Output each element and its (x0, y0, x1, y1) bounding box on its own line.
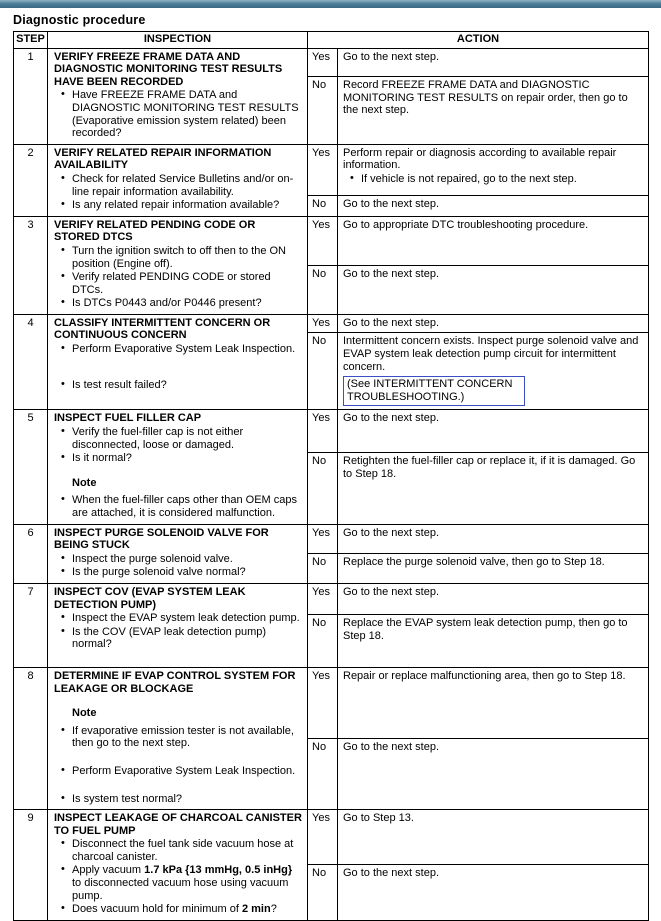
yes-action: Repair or replace malfunctioning area, then go to Step 18. (338, 667, 649, 738)
no-action: Go to the next step. (338, 865, 649, 920)
step-number: 3 (14, 216, 48, 314)
text-run: to disconnected vacuum hose using vacuum pump. (72, 877, 289, 902)
inspection-bullet: • Have FREEZE FRAME DATA and DIAGNOSTIC MONITORING TEST RESULTS (Evaporative emission system related) been recorded? (54, 89, 303, 139)
no-label: No (308, 554, 338, 584)
no-label: No (308, 333, 338, 410)
inspection-title: VERIFY RELATED PENDING CODE OR STORED DTCS (54, 218, 256, 244)
inspection-title: INSPECT COV (EVAP SYSTEM LEAK DETECTION PUMP) (54, 585, 246, 611)
yes-action: Go to the next step. (338, 410, 649, 453)
yes-label: Yes (308, 410, 338, 453)
step-8-yes-row (14, 667, 649, 738)
inspection-cell (48, 667, 308, 809)
inspection-bullet: • Perform Evaporative System Leak Inspection. (54, 765, 303, 778)
step-number: 4 (14, 314, 48, 410)
inspection-cell (48, 583, 308, 667)
spacer (54, 750, 303, 764)
inspection-cell (48, 48, 308, 144)
yes-label: Yes (308, 314, 338, 333)
step-number: 9 (14, 810, 48, 921)
inspection-title: INSPECT PURGE SOLENOID VALVE FOR BEING STUCK (54, 526, 269, 552)
yes-action-text: Perform repair or diagnosis according to available repair information. (343, 146, 617, 172)
inspection-bullet: • Verify the fuel-filler cap is not either disconnected, loose or damaged. (54, 426, 303, 451)
page-title: Diagnostic procedure (13, 13, 146, 27)
no-action: Replace the purge solenoid valve, then go to Step 18. (338, 554, 649, 584)
step-1-yes-row (14, 48, 649, 77)
note-heading: Note (72, 707, 97, 720)
no-label: No (308, 77, 338, 145)
step-6-yes-row (14, 524, 649, 554)
no-action (338, 333, 649, 410)
intermittent-concern-troubleshooting-link[interactable]: (See INTERMITTENT CONCERN TROUBLESHOOTING.) (343, 376, 525, 406)
inspection-bullet: • Perform Evaporative System Leak Inspection. (54, 343, 303, 356)
inspection-title: INSPECT LEAKAGE OF CHARCOAL CANISTER TO FUEL PUMP (54, 812, 302, 837)
no-label: No (308, 865, 338, 920)
no-action: Go to the next step. (338, 739, 649, 810)
inspection-cell (48, 524, 308, 583)
col-header-step: STEP (14, 32, 48, 49)
no-action-text: Intermittent concern exists. Inspect purge solenoid valve and EVAP system leak detection pump circuit for intermittent concern. (343, 335, 639, 373)
inspection-cell (48, 144, 308, 216)
inspection-bullet (54, 864, 303, 902)
inspection-bullet: • Is the COV (EVAP leak detection pump) normal? (54, 626, 303, 651)
step-2-yes-row (14, 144, 649, 195)
inspection-cell (48, 314, 308, 410)
text-run: Apply vacuum (72, 864, 145, 877)
step-3-yes-row (14, 216, 649, 265)
spacer (54, 778, 303, 792)
inspection-title: CLASSIFY INTERMITTENT CONCERN OR CONTINUOUS CONCERN (54, 316, 271, 342)
step-7-yes-row (14, 583, 649, 614)
text-run: ? (270, 903, 277, 916)
yes-action-bullet: • If vehicle is not repaired, go to the next step. (343, 173, 644, 186)
inspection-bullet: • Is it normal? (54, 452, 303, 465)
step-number: 7 (14, 583, 48, 667)
inspection-title: INSPECT FUEL FILLER CAP (54, 412, 202, 425)
step-number: 6 (14, 524, 48, 583)
inspection-bullet: • Turn the ignition switch to off then to the ON position (Engine off). (54, 245, 303, 270)
inspection-question: • Is system test normal? (54, 793, 303, 806)
yes-label: Yes (308, 48, 338, 77)
yes-label: Yes (308, 524, 338, 554)
yes-action: Go to appropriate DTC troubleshooting procedure. (338, 216, 649, 265)
inspection-cell (48, 410, 308, 524)
col-header-inspection: INSPECTION (48, 32, 308, 49)
inspection-cell (48, 810, 308, 921)
yes-action: Go to Step 13. (338, 810, 649, 865)
bold-text-run: 1.7 kPa {13 mmHg, 0.5 inHg} (144, 864, 293, 877)
yes-action: Go to the next step. (338, 48, 649, 77)
inspection-cell (48, 216, 308, 314)
bold-text-run: 2 min (241, 903, 271, 916)
yes-label: Yes (308, 144, 338, 195)
no-action: Go to the next step. (338, 195, 649, 216)
inspection-bullet: • Disconnect the fuel tank side vacuum hose at charcoal canister. (54, 838, 303, 863)
step-number: 8 (14, 667, 48, 809)
no-action: Retighten the fuel-filler cap or replace it, if it is damaged. Go to Step 18. (338, 453, 649, 525)
no-label: No (308, 739, 338, 810)
step-4-yes-row (14, 314, 649, 333)
text-run: Does vacuum hold for minimum of (72, 903, 242, 916)
inspection-bullet: • Is the purge solenoid valve normal? (54, 566, 303, 579)
yes-action: Go to the next step. (338, 583, 649, 614)
col-header-action: ACTION (308, 32, 649, 49)
inspection-title: VERIFY RELATED REPAIR INFORMATION AVAILABILITY (54, 146, 272, 172)
inspection-bullet: • Is DTCs P0443 and/or P0446 present? (54, 297, 303, 310)
inspection-bullet: • Inspect the EVAP system leak detection pump. (54, 612, 303, 625)
yes-label: Yes (308, 216, 338, 265)
yes-action: Go to the next step. (338, 314, 649, 333)
inspection-question (54, 903, 303, 916)
inspection-bullet: • Verify related PENDING CODE or stored DTCs. (54, 271, 303, 296)
step-number: 5 (14, 410, 48, 524)
no-action: Replace the EVAP system leak detection pump, then go to Step 18. (338, 615, 649, 668)
inspection-title: VERIFY FREEZE FRAME DATA AND DIAGNOSTIC MONITORING TEST RESULTS HAVE BEEN RECORDED (54, 50, 283, 88)
inspection-bullet: • Is any related repair information available? (54, 199, 303, 212)
note-bullet: • If evaporative emission tester is not available, then go to the next step. (54, 725, 303, 750)
step-5-yes-row (14, 410, 649, 453)
no-label: No (308, 615, 338, 668)
header-row (14, 32, 649, 49)
yes-action: Go to the next step. (338, 524, 649, 554)
no-label: No (308, 453, 338, 525)
no-action: Record FREEZE FRAME DATA and DIAGNOSTIC MONITORING TEST RESULTS on repair order, then go to the next step. (338, 77, 649, 145)
spacer (54, 720, 303, 724)
diagnostic-procedure-table (13, 31, 649, 921)
no-label: No (308, 195, 338, 216)
no-action: Go to the next step. (338, 265, 649, 314)
inspection-bullet: • Inspect the purge solenoid valve. (54, 553, 303, 566)
note-heading: Note (72, 476, 97, 489)
spacer (54, 651, 303, 663)
inspection-bullet: • Check for related Service Bulletins and/or on-line repair information availability. (54, 173, 303, 198)
note-bullet: • When the fuel-filler caps other than OEM caps are attached, it is considered malfunction. (54, 494, 303, 519)
yes-action (338, 144, 649, 195)
inspection-title: DETERMINE IF EVAP CONTROL SYSTEM FOR LEAKAGE OR BLOCKAGE (54, 669, 296, 695)
spacer (54, 695, 303, 707)
step-number: 1 (14, 48, 48, 144)
yes-label: Yes (308, 810, 338, 865)
spacer (54, 489, 303, 493)
no-label: No (308, 265, 338, 314)
yes-label: Yes (308, 667, 338, 738)
spacer (54, 465, 303, 477)
spacer (54, 356, 303, 378)
step-number: 2 (14, 144, 48, 216)
inspection-question: • Is test result failed? (54, 379, 303, 392)
yes-label: Yes (308, 583, 338, 614)
top-accent-bar (0, 0, 661, 8)
